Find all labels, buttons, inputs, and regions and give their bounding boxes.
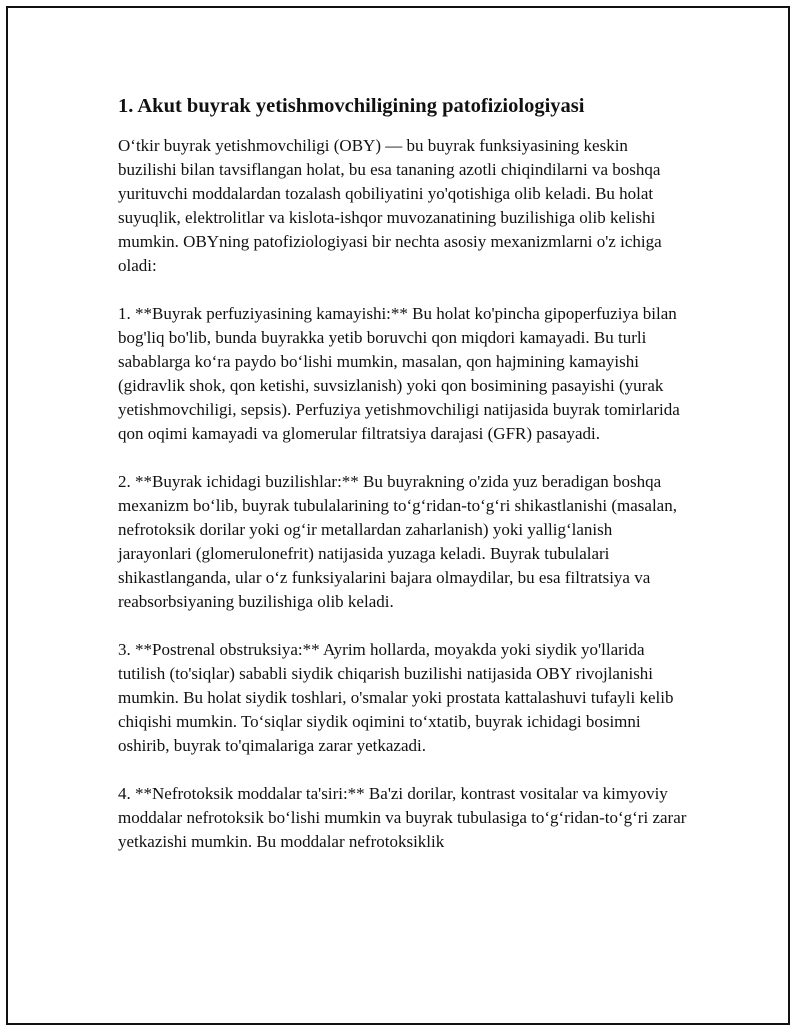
paragraph-intrarenal-damage: 2. **Buyrak ichidagi buzilishlar:** Bu buyrakning o'zida yuz beradigan boshqa mexanizm bo‘lib, buyrak tubulalarining to‘g‘ridan-to‘g‘ri shikastlanishi (masalan, nefrotoksik dorilar yoki og‘ir metallardan zaharlanish) yoki yallig‘lanish jarayonlari (glomerulonefrit) natijasida yuzaga keladi. Buyrak tubulalari shikastlanganda, ular o‘z funksiyalarini bajara olmaydilar, bu esa filtratsiya va reabsorbsiyaning buzilishiga olib keladi. <box>118 472 677 611</box>
section-heading: 1. Akut buyrak yetishmovchiligining patofiziologiyasi <box>118 95 585 117</box>
paragraph-nephrotoxic-agents: 4. **Nefrotoksik moddalar ta'siri:** Ba'zi dorilar, kontrast vositalar va kimyoviy moddalar nefrotoksik bo‘lishi mumkin va buyrak tubulasiga to‘g‘ridan-to‘g‘ri zarar yetkazishi mumkin. Bu moddalar nefrotoksiklik <box>118 784 687 851</box>
document-page <box>118 92 688 878</box>
intro-paragraph: O‘tkir buyrak yetishmovchiligi (OBY) — bu buyrak funksiyasining keskin buzilishi bilan tavsiflangan holat, bu esa tananing azotli chiqindilarni va boshqa yurituvchi moddalardan tozalash qobiliyatini yo'qotishiga olib keladi. Bu holat suyuqlik, elektrolitlar va kislota-ishqor muvozanatining buzilishiga olib kelishi mumkin. OBYning patofiziologiyasi bir nechta asosiy mexanizmlarni o'z ichiga oladi: <box>118 136 662 275</box>
paragraph-renal-perfusion: 1. **Buyrak perfuziyasining kamayishi:** Bu holat ko'pincha gipoperfuziya bilan bog'liq bo'lib, bunda buyrakka yetib boruvchi qon miqdori kamayadi. Bu turli sabablarga ko‘ra paydo bo‘lishi mumkin, masalan, qon hajmining kamayishi (gidravlik shok, qon ketishi, suvsizlanish) yoki qon bosimining pasayishi (yurak yetishmovchiligi, sepsis). Perfuziya yetishmovchiligi natijasida buyrak tomirlarida qon oqimi kamayadi va glomerular filtratsiya darajasi (GFR) pasayadi. <box>118 304 680 443</box>
paragraph-postrenal-obstruction: 3. **Postrenal obstruksiya:** Ayrim hollarda, moyakda yoki siydik yo'llarida tutilish (to'siqlar) sababli siydik chiqarish buzilishi natijasida OBY rivojlanishi mumkin. Bu holat siydik toshlari, o'smalar yoki prostata kattalashuvi tufayli kelib chiqishi mumkin. To‘siqlar siydik oqimini to‘xtatib, buyrak ichidagi bosimni oshirib, buyrak to'qimalariga zarar yetkazadi. <box>118 640 674 755</box>
